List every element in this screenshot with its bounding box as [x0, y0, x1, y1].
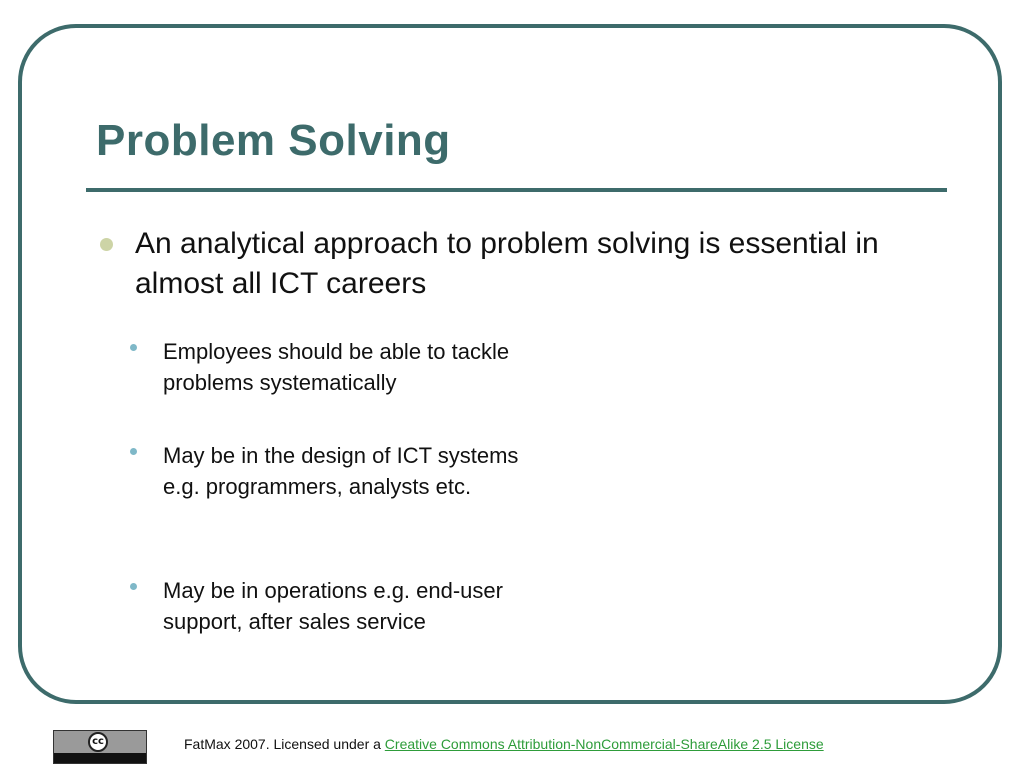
- footer-credit: FatMax 2007. Licensed under a: [184, 736, 385, 752]
- bullet-dot-icon: [100, 238, 113, 251]
- cc-logo-icon: cc: [88, 732, 108, 752]
- creative-commons-icon[interactable]: [53, 730, 147, 764]
- title-divider: [86, 188, 947, 192]
- bullet-dot-icon: [130, 344, 137, 351]
- sub-bullet-text: May be in the design of ICT systems e.g. programmers, analysts etc.: [163, 443, 519, 499]
- license-link[interactable]: Creative Commons Attribution-NonCommercial-ShareAlike 2.5 License: [384, 736, 824, 752]
- bullet-dot-icon: [130, 583, 137, 590]
- slide-title: Problem Solving: [96, 116, 451, 165]
- sub-bullet-text: May be in operations e.g. end-user support, after sales service: [163, 578, 503, 634]
- footer: [0, 728, 1024, 768]
- bullet-dot-icon: [130, 448, 137, 455]
- cc-badge-text: [54, 753, 146, 763]
- main-bullet-text: An analytical approach to problem solving is essential in almost all ICT careers: [135, 227, 879, 300]
- footer-license-text: [184, 736, 824, 752]
- sub-bullet-text: Employees should be able to tackle problems systematically: [163, 339, 510, 395]
